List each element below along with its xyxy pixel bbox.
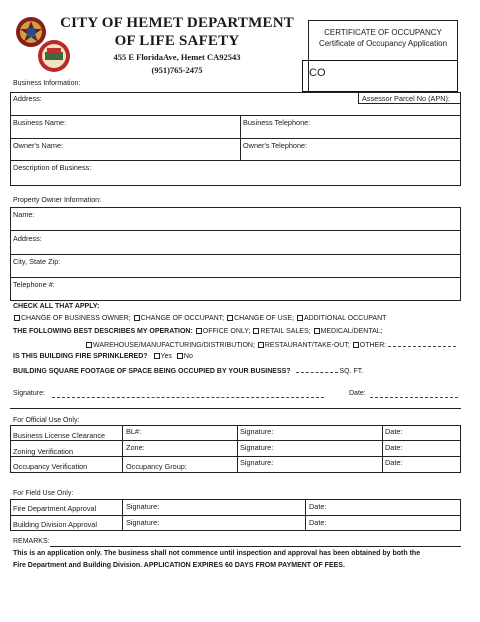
field-section-label: For Field Use Only: — [13, 490, 74, 497]
other-checkbox[interactable] — [353, 342, 359, 348]
property-telephone-field[interactable]: Telephone #: — [13, 280, 55, 289]
certificate-title: CERTIFICATE OF OCCUPANCY — [324, 28, 442, 37]
restaurant-checkbox[interactable] — [258, 342, 264, 348]
field-date-field[interactable]: Date: — [309, 502, 327, 511]
other-label: OTHER: — [359, 342, 387, 349]
applicant-signature-line[interactable] — [52, 397, 324, 398]
restaurant-label: RESTAURANT/TAKE-OUT; — [264, 342, 350, 349]
bl-number-field[interactable]: BL#: — [126, 427, 142, 436]
department-title-line2: OF LIFE SAFETY — [114, 33, 240, 49]
field-signature-field[interactable]: Signature: — [126, 502, 160, 511]
official-date-field[interactable]: Date: — [385, 458, 403, 467]
property-city-field[interactable]: City, State Zip: — [13, 257, 61, 266]
sqft-unit: SQ. FT. — [339, 368, 364, 375]
sqft-input-line[interactable] — [296, 366, 338, 373]
sprinkler-no-label: No — [183, 353, 193, 360]
sqft-question: BUILDING SQUARE FOOTAGE OF SPACE BEING OCCUPIED BY YOUR BUSINESS? — [13, 368, 291, 375]
business-section-label: Business Information: — [13, 80, 81, 87]
department-phone: (951)765-2475 — [151, 65, 203, 75]
field-row-label: Building Division Approval — [13, 520, 97, 529]
notice-line-2: Fire Department and Building Division. APPLICATION EXPIRES 60 DAYS FROM PAYMENT OF FEES. — [13, 562, 345, 569]
official-section-label: For Official Use Only: — [13, 417, 80, 424]
notice-line-1: This is an application only. The business shall not commence until inspection and approval has been obtained by both the — [13, 550, 421, 557]
field-signature-field[interactable]: Signature: — [126, 518, 160, 527]
zone-field[interactable]: Zone: — [126, 443, 145, 452]
applicant-date-label: Date: — [349, 390, 366, 397]
official-date-field[interactable]: Date: — [385, 427, 403, 436]
property-section-label: Property Owner Information: — [13, 197, 101, 204]
business-telephone-field[interactable]: Business Telephone: — [243, 118, 311, 127]
sprinkler-no-checkbox[interactable] — [177, 353, 183, 359]
check-all-heading: CHECK ALL THAT APPLY: — [13, 303, 100, 310]
other-input-line[interactable] — [388, 340, 456, 347]
sprinkler-yes-label: Yes — [160, 353, 172, 360]
operation-row-2 — [85, 340, 456, 349]
official-date-field[interactable]: Date: — [385, 443, 403, 452]
apn-field[interactable]: Assessor Parcel No (APN): — [362, 94, 450, 103]
co-number-field[interactable]: CO — [302, 60, 458, 92]
official-signature-field[interactable]: Signature: — [240, 427, 274, 436]
office-only-label: OFFICE ONLY; — [202, 328, 251, 335]
owner-telephone-field[interactable]: Owner's Telephone: — [243, 141, 308, 150]
additional-occupant-checkbox[interactable] — [297, 315, 303, 321]
warehouse-checkbox[interactable] — [86, 342, 92, 348]
occupancy-group-field[interactable]: Occupancy Group: — [126, 462, 187, 471]
retail-sales-checkbox[interactable] — [253, 328, 259, 334]
change-owner-checkbox[interactable] — [14, 315, 20, 321]
sqft-row — [13, 366, 363, 375]
official-row-label: Occupancy Verification — [13, 462, 88, 471]
business-address-field[interactable]: Address: — [13, 94, 42, 103]
operation-row-1 — [13, 328, 383, 335]
property-name-field[interactable]: Name: — [13, 210, 35, 219]
sprinkler-question: IS THIS BUILDING FIRE SPRINKLERED? — [13, 353, 148, 360]
additional-occupant-label: ADDITIONAL OCCUPANT — [303, 315, 387, 322]
office-only-checkbox[interactable] — [196, 328, 202, 334]
official-row-label: Business License Clearance — [13, 431, 106, 440]
change-owner-label: CHANGE OF BUSINESS OWNER; — [21, 315, 131, 322]
business-name-field[interactable]: Business Name: — [13, 118, 67, 127]
change-use-checkbox[interactable] — [227, 315, 233, 321]
applicant-date-line[interactable] — [370, 397, 458, 398]
owner-name-field[interactable]: Owner's Name: — [13, 141, 64, 150]
official-row-label: Zoning Verification — [13, 447, 74, 456]
sprinkler-row — [13, 353, 193, 360]
change-occupant-label: CHANGE OF OCCUPANT; — [140, 315, 225, 322]
certificate-subtitle: Certificate of Occupancy Application — [318, 39, 448, 48]
change-occupant-checkbox[interactable] — [134, 315, 140, 321]
medical-dental-checkbox[interactable] — [314, 328, 320, 334]
field-row-label: Fire Department Approval — [13, 504, 97, 513]
applicant-signature-label: Signature: — [13, 390, 45, 397]
business-description-field[interactable]: Description of Business: — [13, 163, 92, 172]
department-address: 455 E FloridaAve, Hemet CA92543 — [113, 52, 241, 62]
sprinkler-yes-checkbox[interactable] — [154, 353, 160, 359]
warehouse-label: WAREHOUSE/MANUFACTURING/DISTRIBUTION; — [93, 342, 255, 349]
remarks-label: REMARKS: — [13, 538, 50, 545]
official-signature-field[interactable]: Signature: — [240, 458, 274, 467]
change-use-label: CHANGE OF USE; — [234, 315, 294, 322]
remarks-line[interactable] — [50, 546, 461, 547]
official-signature-field[interactable]: Signature: — [240, 443, 274, 452]
divider — [10, 408, 461, 409]
change-options-row — [13, 315, 386, 322]
retail-sales-label: RETAIL SALES; — [260, 328, 311, 335]
operation-heading: THE FOLLOWING BEST DESCRIBES MY OPERATION: — [13, 328, 193, 335]
medical-dental-label: MEDICAL/DENTAL; — [320, 328, 383, 335]
property-address-field[interactable]: Address: — [13, 234, 42, 243]
field-date-field[interactable]: Date: — [309, 518, 327, 527]
department-title-line1: CITY OF HEMET DEPARTMENT — [60, 15, 294, 31]
